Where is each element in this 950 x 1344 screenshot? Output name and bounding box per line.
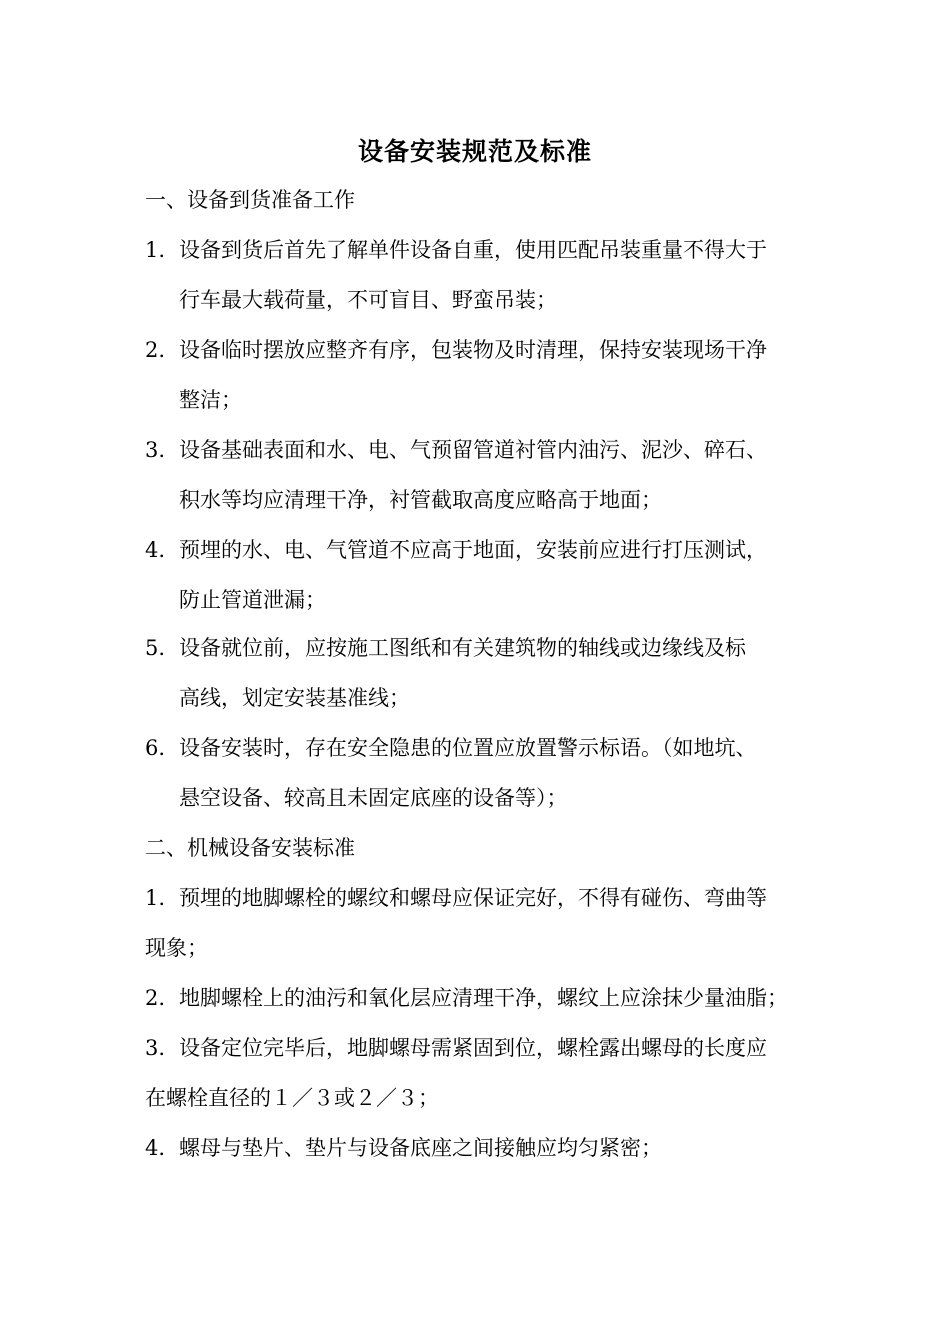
- list-item: [145, 435, 767, 465]
- item-continuation: 现象；: [145, 936, 208, 960]
- item-number: 1.: [145, 886, 166, 910]
- item-text: 设备就位前，应按施工图纸和有关建筑物的轴线或边缘线及标: [179, 636, 746, 660]
- item-number: 5.: [145, 636, 166, 660]
- item-number: 2.: [145, 986, 166, 1010]
- item-number: 6.: [145, 736, 166, 760]
- document-title: 设备安装规范及标准: [357, 137, 592, 166]
- list-item: [145, 535, 767, 565]
- item-text: 地脚螺栓上的油污和氧化层应清理干净，螺纹上应涂抹少量油脂；: [179, 986, 788, 1010]
- list-item: [145, 733, 757, 763]
- item-number: 2.: [145, 338, 166, 362]
- list-item: [145, 983, 788, 1013]
- item-number: 1.: [145, 238, 166, 262]
- list-item: [145, 235, 767, 265]
- list-item: [145, 335, 767, 365]
- item-number: 4.: [145, 538, 166, 562]
- item-number: 4.: [145, 1136, 166, 1160]
- list-item: [145, 633, 746, 663]
- list-item: [145, 1133, 662, 1163]
- item-text: 设备临时摆放应整齐有序，包装物及时清理，保持安装现场干净: [179, 338, 767, 362]
- item-continuation: 整洁；: [179, 388, 242, 412]
- item-text: 设备安装时，存在安全隐患的位置应放置警示标语。（如地坑、: [179, 736, 757, 760]
- item-continuation: 悬空设备、较高且未固定底座的设备等）；: [179, 786, 568, 810]
- item-text: 预埋的水、电、气管道不应高于地面，安装前应进行打压测试，: [179, 538, 767, 562]
- item-continuation: 防止管道泄漏；: [179, 588, 326, 612]
- section-heading: 二、机械设备安装标准: [145, 836, 355, 860]
- list-item: [145, 883, 767, 913]
- item-text: 设备基础表面和水、电、气预留管道衬管内油污、泥沙、碎石、: [179, 438, 767, 462]
- item-continuation: 高线，划定安装基准线；: [179, 686, 410, 710]
- item-continuation: 在螺栓直径的１／３或２／３；: [145, 1086, 439, 1110]
- item-text: 螺母与垫片、垫片与设备底座之间接触应均匀紧密；: [179, 1136, 662, 1160]
- section-heading: 一、设备到货准备工作: [145, 188, 355, 212]
- item-continuation: 积水等均应清理干净，衬管截取高度应略高于地面；: [179, 488, 662, 512]
- item-text: 设备定位完毕后，地脚螺母需紧固到位，螺栓露出螺母的长度应: [179, 1036, 767, 1060]
- list-item: [145, 1033, 767, 1063]
- item-number: 3.: [145, 1036, 166, 1060]
- item-continuation: 行车最大载荷量，不可盲目、野蛮吊装；: [179, 288, 557, 312]
- item-text: 设备到货后首先了解单件设备自重，使用匹配吊装重量不得大于: [179, 238, 767, 262]
- item-text: 预埋的地脚螺栓的螺纹和螺母应保证完好，不得有碰伤、弯曲等: [179, 886, 767, 910]
- item-number: 3.: [145, 438, 166, 462]
